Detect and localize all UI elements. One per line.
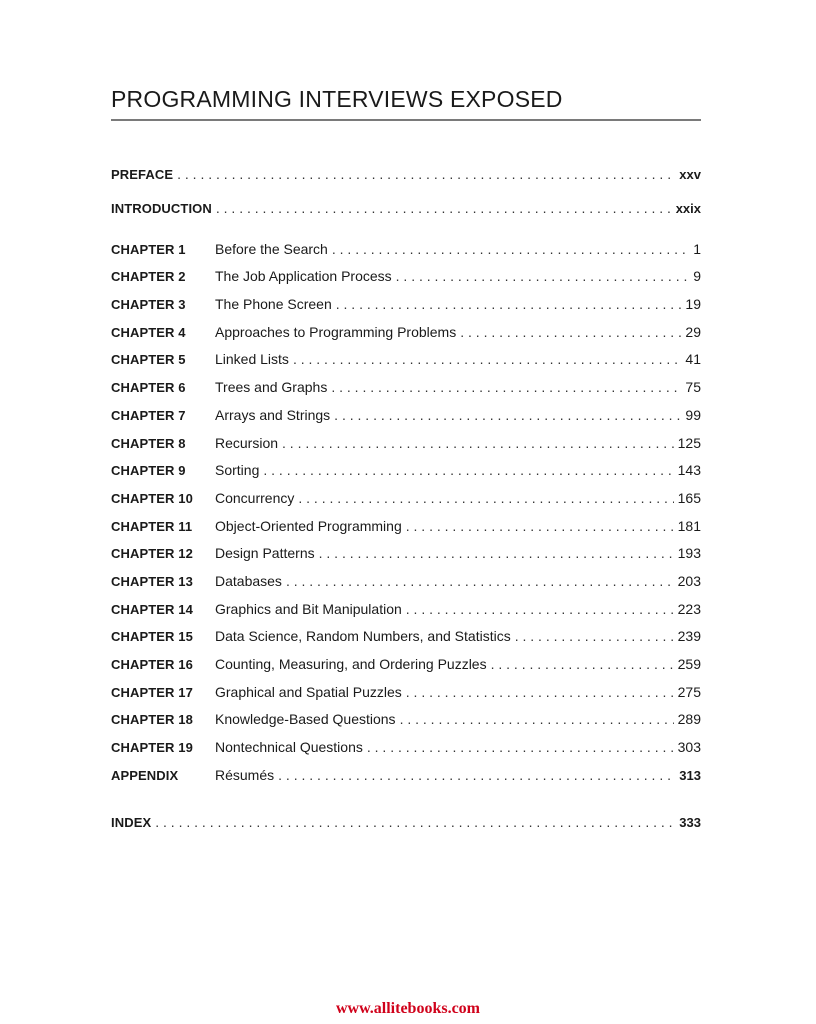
chapter-page: 1 xyxy=(693,241,701,257)
toc-entry-chapter-2[interactable] xyxy=(111,266,701,286)
footer-url[interactable]: www.allitebooks.com xyxy=(336,1000,480,1017)
chapter-label: CHAPTER 14 xyxy=(111,602,193,617)
dot-leader xyxy=(177,164,675,184)
chapter-page: 223 xyxy=(677,601,701,617)
toc-entry-page: xxv xyxy=(679,167,701,182)
chapter-page: 29 xyxy=(685,324,701,340)
toc-entry-chapter-9[interactable] xyxy=(111,460,701,480)
dot-leader xyxy=(460,322,681,342)
chapter-page: 193 xyxy=(677,545,701,561)
chapter-label: CHAPTER 17 xyxy=(111,685,193,700)
chapter-label: CHAPTER 5 xyxy=(111,352,186,367)
dot-leader xyxy=(282,433,674,453)
toc-entry-chapter-3[interactable] xyxy=(111,294,701,314)
chapter-label: CHAPTER 19 xyxy=(111,740,193,755)
chapter-label: CHAPTER 16 xyxy=(111,657,193,672)
chapter-page: 181 xyxy=(677,518,701,534)
chapter-page: 289 xyxy=(677,711,701,727)
dot-leader xyxy=(263,460,673,480)
toc-entry-chapter-17[interactable] xyxy=(111,682,701,702)
toc-entry-label: INDEX xyxy=(111,815,152,830)
chapter-label: CHAPTER 9 xyxy=(111,463,186,478)
chapter-title: Graphics and Bit Manipulation xyxy=(215,601,402,617)
chapter-label: CHAPTER 13 xyxy=(111,574,193,589)
chapter-page: 41 xyxy=(685,351,701,367)
toc-entry-chapter-19[interactable] xyxy=(111,737,701,757)
dot-leader xyxy=(293,349,681,369)
dot-leader xyxy=(298,488,673,508)
dot-leader xyxy=(336,294,682,314)
toc-entry-chapter-12[interactable] xyxy=(111,543,701,563)
toc-entry-page: 333 xyxy=(679,815,701,830)
chapter-label: CHAPTER 15 xyxy=(111,629,193,644)
dot-leader xyxy=(406,682,674,702)
chapter-title: Linked Lists xyxy=(215,351,289,367)
chapter-page: 9 xyxy=(693,268,701,284)
dot-leader xyxy=(155,812,675,832)
chapter-page: 165 xyxy=(677,490,701,506)
chapter-title: Counting, Measuring, and Ordering Puzzles xyxy=(215,656,487,672)
toc-entry-chapter-14[interactable] xyxy=(111,599,701,619)
toc-entry-chapter-18[interactable] xyxy=(111,709,701,729)
chapter-page: 203 xyxy=(677,573,701,589)
toc-entry-chapter-5[interactable] xyxy=(111,349,701,369)
chapter-title: Before the Search xyxy=(215,241,328,257)
toc-entry-chapter-6[interactable] xyxy=(111,377,701,397)
chapter-page: 259 xyxy=(677,656,701,672)
chapter-label: CHAPTER 12 xyxy=(111,546,193,561)
chapter-page: 303 xyxy=(677,739,701,755)
chapter-label: CHAPTER 4 xyxy=(111,325,186,340)
chapter-page: 75 xyxy=(685,379,701,395)
dot-leader xyxy=(515,626,674,646)
toc-entry-chapter-1[interactable] xyxy=(111,239,701,259)
chapter-title: Approaches to Programming Problems xyxy=(215,324,457,340)
toc-entry-chapter-13[interactable] xyxy=(111,571,701,591)
chapter-label: CHAPTER 11 xyxy=(111,519,193,534)
dot-leader xyxy=(406,516,674,536)
chapter-title: Nontechnical Questions xyxy=(215,739,363,755)
chapter-title: Résumés xyxy=(215,767,275,783)
chapter-label: CHAPTER 6 xyxy=(111,380,186,395)
dot-leader xyxy=(331,377,681,397)
chapter-title: Design Patterns xyxy=(215,545,315,561)
chapter-label: CHAPTER 3 xyxy=(111,297,186,312)
toc-entry-appendix[interactable] xyxy=(111,765,701,785)
toc-entry-page: xxix xyxy=(675,201,701,216)
chapter-label: CHAPTER 7 xyxy=(111,408,186,423)
chapter-label: CHAPTER 10 xyxy=(111,491,193,506)
chapter-label: CHAPTER 1 xyxy=(111,242,186,257)
chapter-page: 99 xyxy=(685,407,701,423)
chapter-title: Arrays and Strings xyxy=(215,407,331,423)
chapter-label: APPENDIX xyxy=(111,768,179,783)
toc-entry-chapter-8[interactable] xyxy=(111,433,701,453)
toc-entry-chapter-7[interactable] xyxy=(111,405,701,425)
chapter-page: 125 xyxy=(677,435,701,451)
chapter-label: CHAPTER 8 xyxy=(111,436,186,451)
chapter-title: Object-Oriented Programming xyxy=(215,518,402,534)
chapter-title: Concurrency xyxy=(215,490,295,506)
toc-entry-index[interactable] xyxy=(111,812,701,832)
dot-leader xyxy=(367,737,674,757)
page-title: PROGRAMMING INTERVIEWS EXPOSED xyxy=(111,86,701,121)
toc-entry-chapter-15[interactable] xyxy=(111,626,701,646)
chapter-title: Graphical and Spatial Puzzles xyxy=(215,684,402,700)
dot-leader xyxy=(406,599,674,619)
toc-entry-chapter-16[interactable] xyxy=(111,654,701,674)
dot-leader xyxy=(216,198,672,218)
chapter-page: 275 xyxy=(677,684,701,700)
chapter-page: 313 xyxy=(679,768,701,783)
toc-entry-chapter-4[interactable] xyxy=(111,322,701,342)
dot-leader xyxy=(396,266,690,286)
chapter-title: Data Science, Random Numbers, and Statistics xyxy=(215,628,511,644)
dot-leader xyxy=(286,571,674,591)
toc-entry-chapter-11[interactable] xyxy=(111,516,701,536)
chapter-title: Databases xyxy=(215,573,282,589)
dot-leader xyxy=(400,709,674,729)
chapter-label: CHAPTER 2 xyxy=(111,269,186,284)
chapter-title: Knowledge-Based Questions xyxy=(215,711,396,727)
chapter-page: 19 xyxy=(685,296,701,312)
dot-leader xyxy=(278,765,675,785)
dot-leader xyxy=(334,405,681,425)
toc-entry-preface[interactable] xyxy=(111,164,701,184)
chapter-title: The Job Application Process xyxy=(215,268,392,284)
chapter-title: Trees and Graphs xyxy=(215,379,328,395)
toc-entry-label: INTRODUCTION xyxy=(111,201,212,216)
chapter-title: The Phone Screen xyxy=(215,296,332,312)
chapter-page: 239 xyxy=(677,628,701,644)
toc-entry-chapter-10[interactable] xyxy=(111,488,701,508)
dot-leader xyxy=(319,543,674,563)
dot-leader xyxy=(332,239,689,259)
chapter-title: Sorting xyxy=(215,462,260,478)
toc-entry-introduction[interactable] xyxy=(111,198,701,218)
chapter-label: CHAPTER 18 xyxy=(111,712,193,727)
dot-leader xyxy=(491,654,674,674)
toc-entry-label: PREFACE xyxy=(111,167,174,182)
chapter-title: Recursion xyxy=(215,435,279,451)
chapter-page: 143 xyxy=(677,462,701,478)
